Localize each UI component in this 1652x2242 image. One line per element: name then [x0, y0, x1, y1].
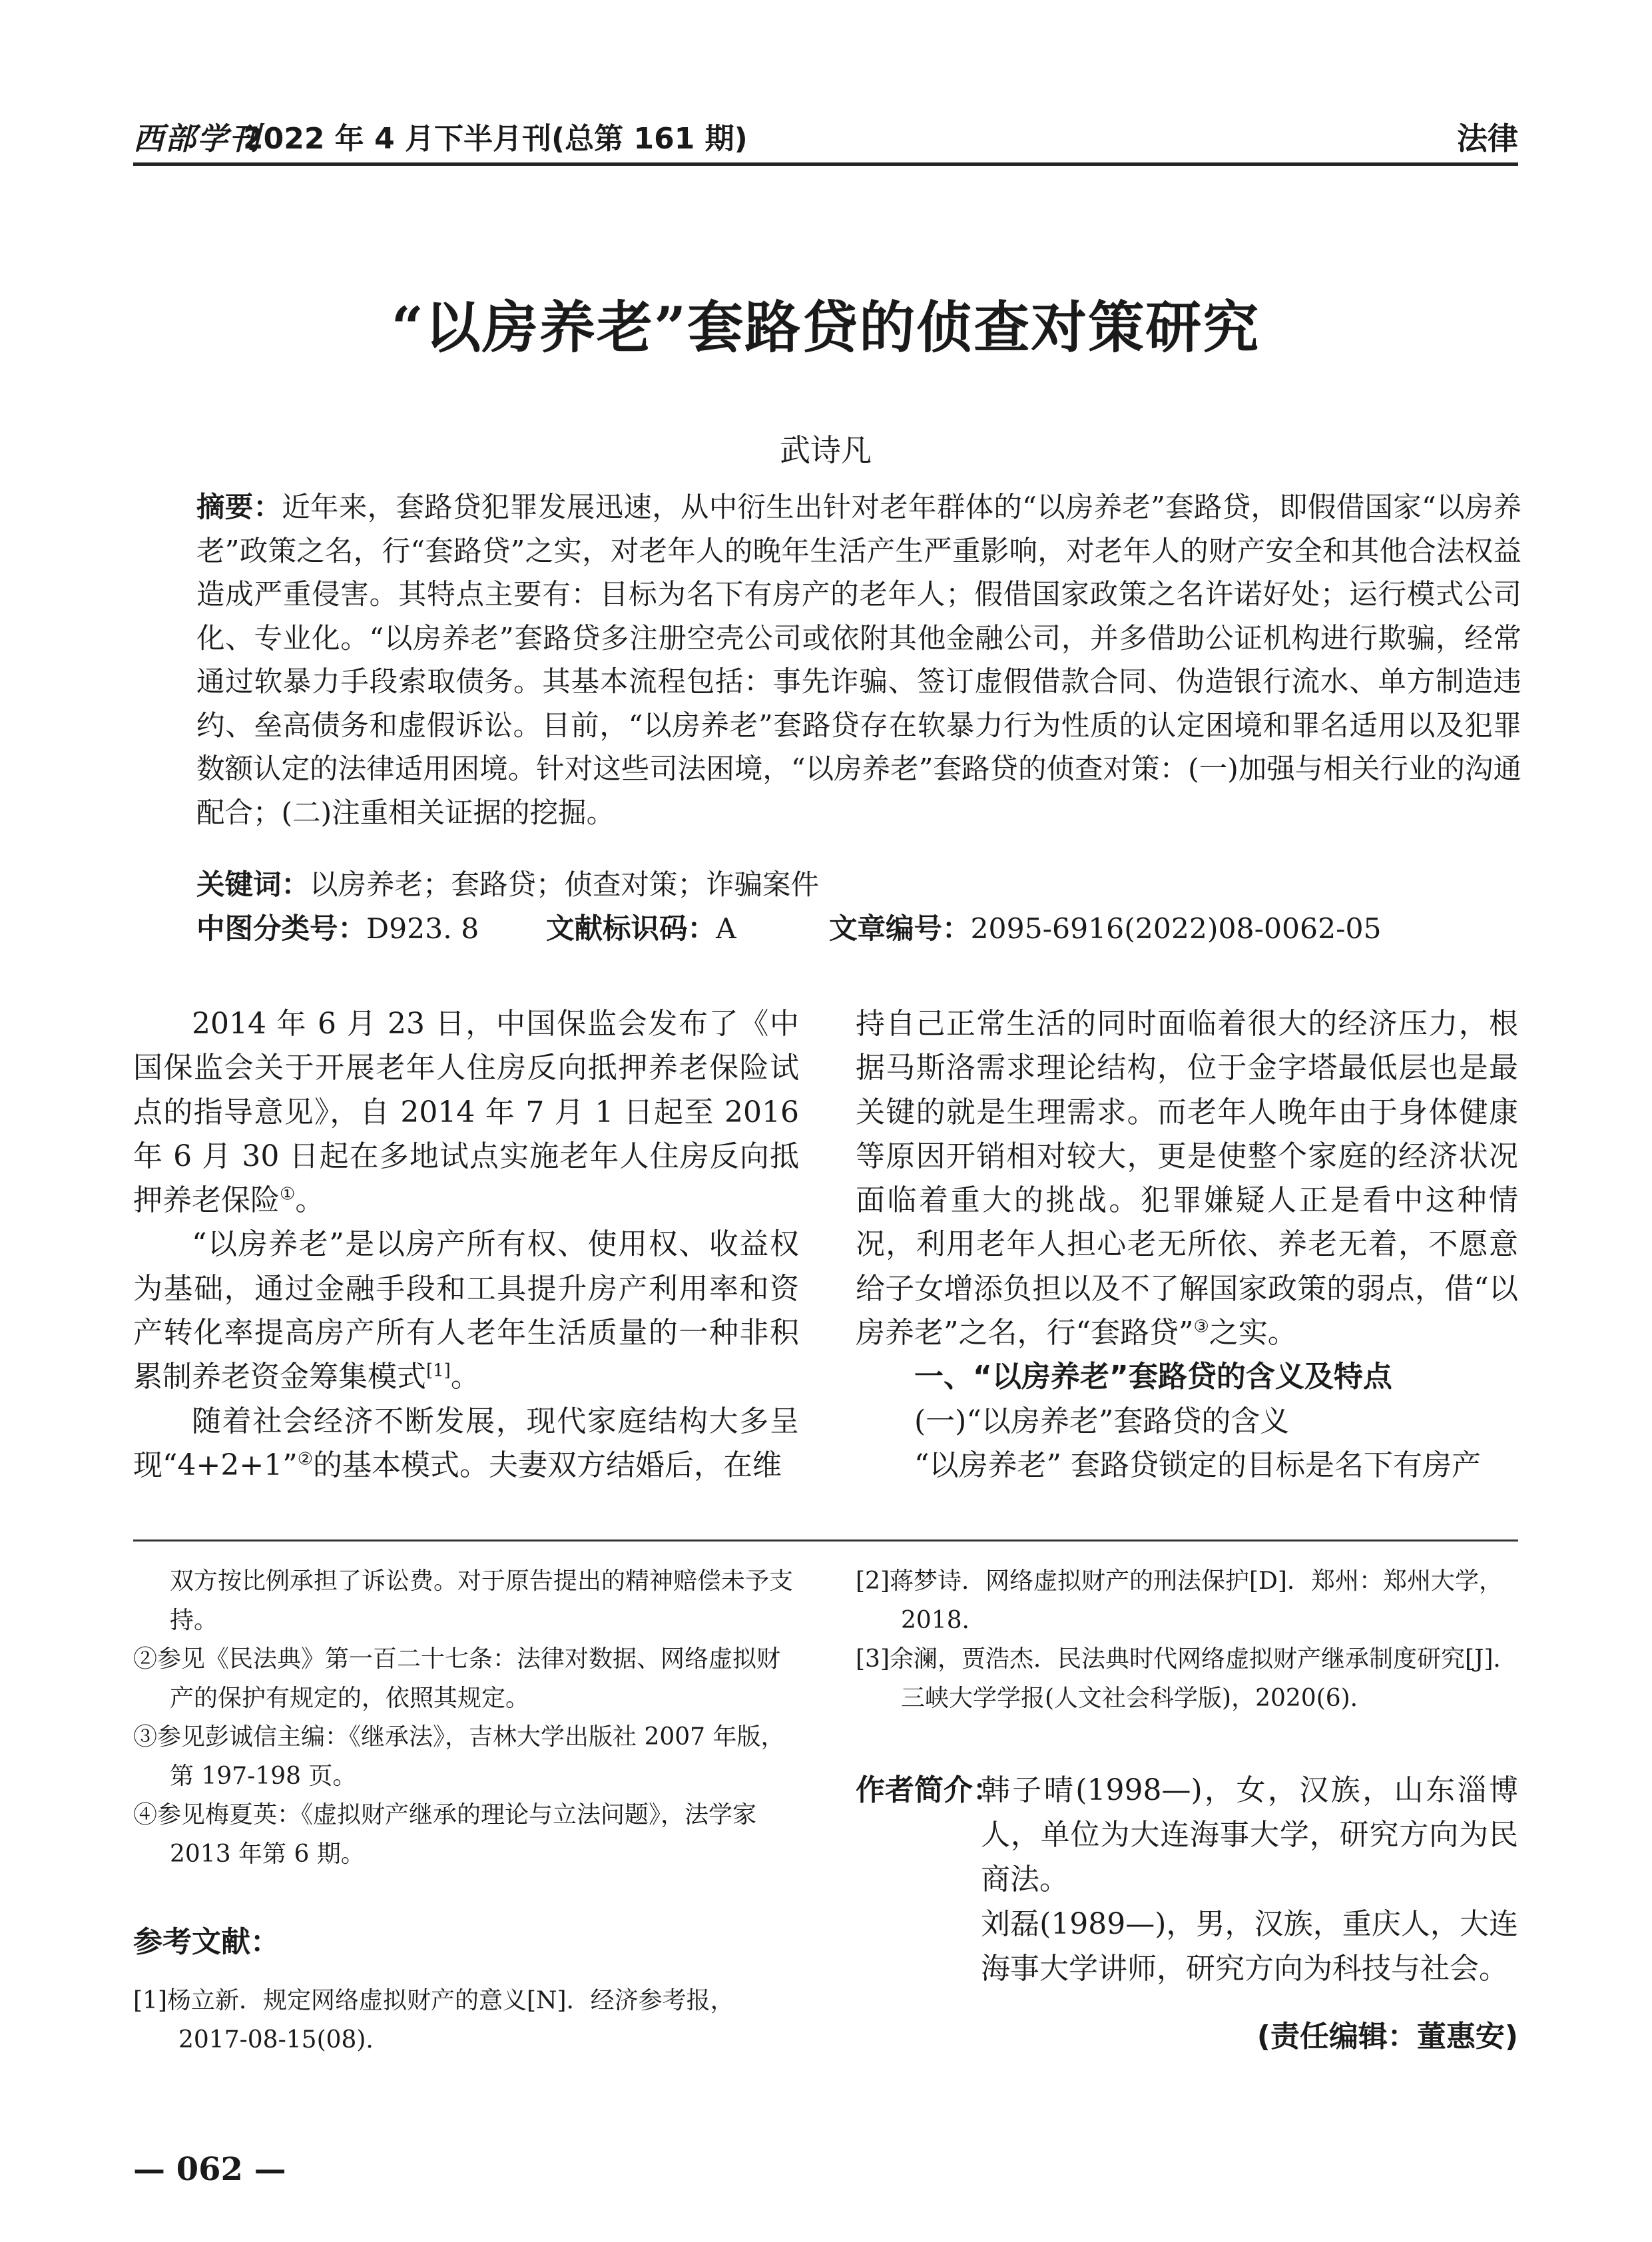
article-number-label: 文章编号：: [829, 913, 971, 946]
author-name: 武诗凡: [780, 432, 872, 468]
paragraph-text: 的基本模式。夫妻双方结婚后，在维: [313, 1448, 782, 1482]
header-divider: [133, 162, 1518, 166]
article-number-value: 2095-6916(2022)08-0062-05: [970, 913, 1382, 946]
keywords-label: 关键词：: [196, 869, 310, 902]
page-number: — 062 —: [133, 2151, 286, 2188]
footnote-item: ④参见梅夏英：《虚拟财产继承的理论与立法问题》，法学家 2013 年第 6 期。: [133, 1801, 757, 1868]
article-title: “以房养老”套路贷的侦查对策研究: [391, 294, 1260, 360]
body-paragraph: [133, 1400, 799, 1488]
section-heading: 一、“以房养老”套路贷的含义及特点: [914, 1360, 1392, 1394]
references-left: [133, 1982, 799, 2060]
reference-item: [1]杨立新．规定网络虚拟财产的意义[N]．经济参考报，2017-08-15(08)．: [133, 1987, 734, 2054]
citation-marker: [1]: [426, 1360, 451, 1381]
clc-number: [196, 910, 479, 950]
footnote-item: ③参见彭诚信主编：《继承法》，吉林大学出版社 2007 年版，第 197-198 页。: [133, 1723, 785, 1790]
journal-logo: 西部学刊: [133, 121, 261, 156]
body-paragraph: [133, 1223, 799, 1399]
body-paragraph: [133, 1002, 799, 1223]
footnote-marker: ①: [280, 1184, 296, 1205]
footnote-divider: [133, 1540, 1518, 1541]
author-bio-body: [981, 1768, 1518, 1991]
abstract-text: 近年来，套路贷犯罪发展迅速，从中衍生出针对老年群体的“以房养老”套路贷，即假借国家“以房养老”政策之名，行“套路贷”之实，对老年人的晚年生活产生严重影响，对老年人的财产安全和其他合法权益造成严重侵害。其特点主要有：目标为名下有房产的老年人；假借国家政策之名许诺好处；运行模式公司化、专业化。“以房养老”套路贷多注册空壳公司或依附其他金融公司，并多借助公证机构进行欺骗，经常通过软暴力手段索取债务。其基本流程包括：事先诈骗、签订虚假借款合同、伪造银行流水、单方制造违约、垒高债务和虚假诉讼。目前，“以房养老”套路贷存在软暴力行为性质的认定困境和罪名适用以及犯罪数额认定的法律适用困境。针对这些司法困境，“以房养老”套路贷的侦查对策：(一)加强与相关行业的沟通配合；(二)注重相关证据的挖掘。: [196, 491, 1521, 830]
paragraph-text: 随着社会经济不断发展，现代家庭结构大多呈现“4+2+1”: [133, 1404, 799, 1482]
reference-item: [2]蒋梦诗．网络虚拟财产的刑法保护[D]．郑州：郑州大学，2018．: [856, 1567, 1503, 1634]
journal-issue: 2022 年 4 月下半月刊(总第 161 期): [243, 122, 748, 156]
footnote-marker: ③: [1193, 1316, 1209, 1337]
paragraph-text: “以房养老”是以房产所有权、使用权、收益权为基础，通过金融手段和工具提升房产利用率和资产转化率提高房产所有人老年生活质量的一种非积累制养老资金筹集模式: [133, 1227, 799, 1394]
keywords: [196, 866, 1521, 906]
reference-item: [3]余澜，贾浩杰．民法典时代网络虚拟财产继承制度研究[J]．三峡大学学报(人文社会科学版)，2020(6)．: [856, 1645, 1517, 1712]
footnote-item: ②参见《民法典》第一百二十七条：法律对数据、网络虚拟财产的保护有规定的，依照其规定。: [133, 1645, 781, 1712]
author-bio-label: 作者简介：: [856, 1773, 1002, 1807]
paragraph-text: 之实。: [1209, 1316, 1297, 1350]
body-paragraph: [856, 1002, 1518, 1355]
paragraph-text: 。: [295, 1183, 325, 1218]
references-right: [856, 1562, 1518, 1718]
keywords-text: 以房养老；套路贷；侦查对策；诈骗案件: [310, 869, 820, 902]
article-number: [829, 910, 1382, 950]
responsible-editor: (责任编辑：董惠安): [1256, 2020, 1518, 2054]
footnote-marker: ②: [297, 1449, 314, 1470]
running-header: [133, 112, 1518, 158]
author-bio-entry: 刘磊(1989—)，男，汉族，重庆人，大连海事大学讲师，研究方向为科技与社会。: [981, 1907, 1518, 1986]
paragraph-text: 持自己正常生活的同时面临着很大的经济压力，根据马斯洛需求理论结构，位于金字塔最低层也是最关键的就是生理需求。而老年人晚年由于身体健康等原因开销相对较大，更是使整个家庭的经济状况面临着重大的挑战。犯罪嫌疑人正是看中这种情况，利用老年人担心老无所依、养老无着，不愿意给子女增添负担以及不了解国家政策的弱点，借“以房养老”之名，行“套路贷”: [856, 1007, 1518, 1350]
section-label: 法律: [1457, 121, 1518, 156]
paragraph-text: 2014 年 6 月 23 日，中国保监会发布了《中国保监会关于开展老年人住房反向抵押养老保险试点的指导意见》，自 2014 年 7 月 1 日起至 2016 年 6 月 30 日起在多地试点实施老年人住房反向抵押养老保险: [133, 1007, 799, 1218]
subsection-heading: (一)“以房养老”套路贷的含义: [914, 1404, 1290, 1438]
body-column-right: [856, 1002, 1518, 1488]
footnote-continuation: 双方按比例承担了诉讼费。对于原告提出的精神赔偿未予支持。: [170, 1567, 794, 1634]
clc-label: 中图分类号：: [196, 913, 367, 946]
document-code: [546, 910, 736, 950]
paragraph-text: 。: [450, 1360, 480, 1394]
abstract: [196, 486, 1521, 835]
references-heading: 参考文献：: [133, 1925, 280, 1959]
author-bio-entry: 韩子晴(1998—)，女，汉族，山东淄博人，单位为大连海事大学，研究方向为民商法。: [981, 1773, 1518, 1896]
abstract-label: 摘要：: [196, 491, 282, 524]
doc-label: 文献标识码：: [546, 913, 716, 946]
body-paragraph: “以房养老” 套路贷锁定的目标是名下有房产: [914, 1448, 1481, 1482]
footnotes: [133, 1562, 799, 1874]
body-column-left: [133, 1002, 799, 1488]
clc-value: D923. 8: [366, 913, 479, 946]
doc-value: A: [716, 913, 736, 946]
